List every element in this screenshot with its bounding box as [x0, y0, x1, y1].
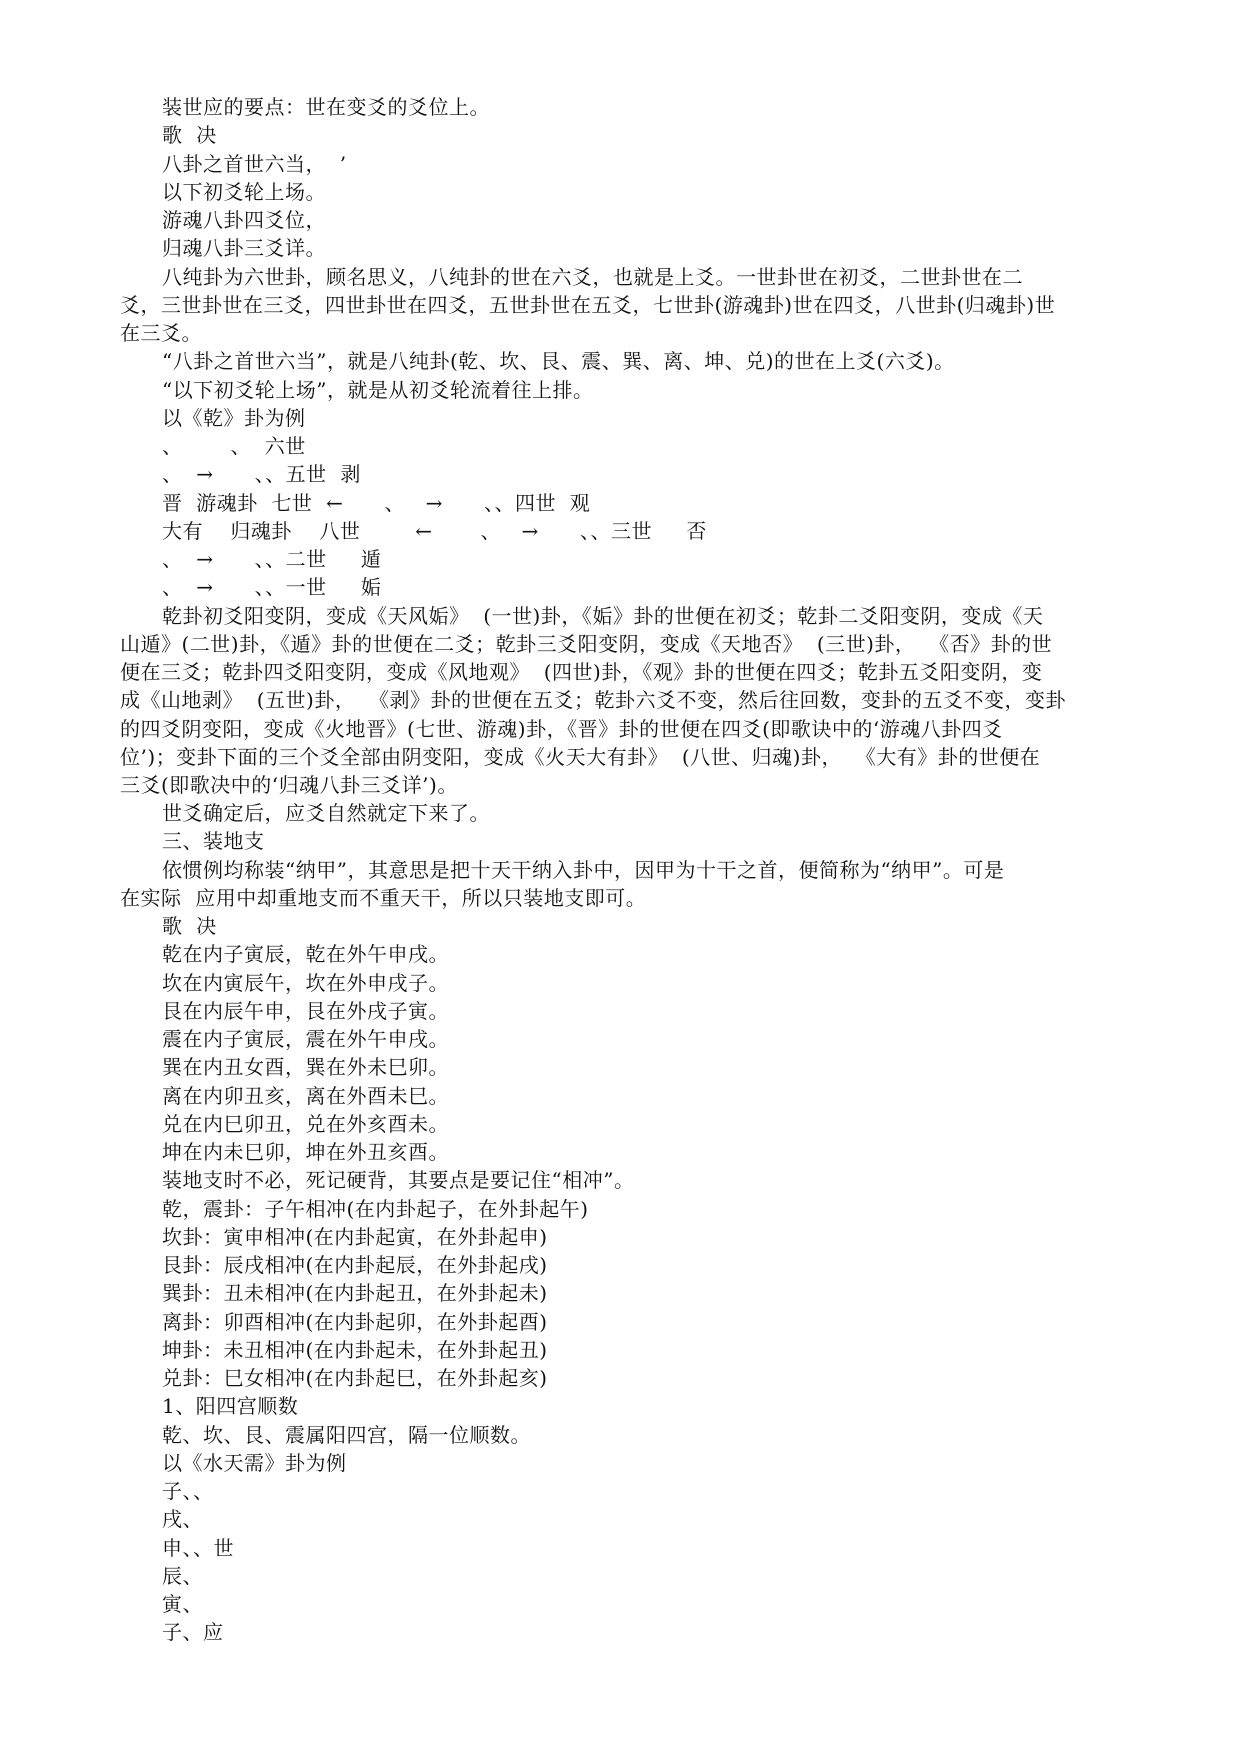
text-line: 以《乾》卦为例 [162, 406, 306, 430]
text-line: 八纯卦为六世卦，顾名思义，八纯卦的世在六爻，也就是上爻。一世卦世在初爻，二世卦世在二 [162, 265, 1023, 289]
text-line: 巽在内丑女酉，巽在外未巳卯。 [162, 1055, 449, 1079]
text-line: 八卦之首世六当， ’ [162, 152, 347, 176]
section-heading: 三、装地支 [162, 829, 265, 853]
text-line: 在三爻。 [120, 321, 202, 345]
text-line: 位’)；变卦下面的三个爻全部由阴变阳，变成《火天大有卦》 (八世、归魂)卦， 《大有》卦的世便在 [120, 745, 1041, 769]
text-line: 乾，震卦：子午相冲(在内卦起子，在外卦起午) [162, 1197, 589, 1221]
text-line: 乾、坎、艮、震属阳四宫，隔一位顺数。 [162, 1423, 531, 1447]
text-line: 、 → 、、一世 姤 [162, 575, 382, 599]
text-line: 世爻确定后，应爻自然就定下来了。 [162, 801, 490, 825]
text-line: 戌、 [162, 1507, 203, 1531]
text-line: 坎在内寅辰午，坎在外申戌子。 [162, 971, 449, 995]
text-line: 坤在内未巳卯，坤在外丑亥酉。 [162, 1140, 449, 1164]
text-line: 便在三爻；乾卦四爻阳变阴，变成《风地观》 (四世)卦，《观》卦的世便在四爻；乾卦五爻阳变阴，变 [120, 660, 1043, 684]
text-line: 歌 决 [162, 123, 217, 147]
text-line: 归魂八卦三爻详。 [162, 236, 326, 260]
text-line: 晋 游魂卦 七世 ← 、 → 、、四世 观 [162, 491, 591, 515]
text-line: 爻，三世卦世在三爻，四世卦世在四爻，五世卦世在五爻，七世卦(游魂卦)世在四爻，八世卦(归魂卦)世 [120, 293, 1056, 317]
text-line: 三爻(即歌决中的‘归魂八卦三爻详’)。 [120, 773, 458, 797]
text-line: 寅、 [162, 1592, 203, 1616]
text-line: 装世应的要点：世在变爻的爻位上。 [162, 95, 490, 119]
text-line: 、 、 六世 [162, 434, 306, 458]
text-line: 以下初爻轮上场。 [162, 180, 326, 204]
text-line: 成《山地剥》 (五世)卦， 《剥》卦的世便在五爻；乾卦六爻不变，然后往回数，变卦的五爻不变，变卦 [120, 688, 1067, 712]
text-line: 子、应 [162, 1620, 224, 1644]
text-line: 艮在内辰午申，艮在外戌子寅。 [162, 999, 449, 1023]
text-line: 、 → 、、二世 遁 [162, 547, 382, 571]
text-line: 、 → 、、五世 剥 [162, 462, 361, 486]
text-line: 离在内卯丑亥，离在外酉未巳。 [162, 1084, 449, 1108]
text-line: 子、、 [162, 1479, 214, 1503]
text-line: 在实际 应用中却重地支而不重天干，所以只装地支即可。 [120, 886, 647, 910]
text-line: 坎卦：寅申相冲(在内卦起寅，在外卦起申) [162, 1225, 548, 1249]
text-line: “八卦之首世六当”，就是八纯卦(乾、坎、艮、震、巽、离、坤、兑)的世在上爻(六爻)。 [162, 349, 955, 373]
text-line: 坤卦：未丑相冲(在内卦起未，在外卦起丑) [162, 1338, 548, 1362]
text-line: 的四爻阴变阳，变成《火地晋》(七世、游魂)卦，《晋》卦的世便在四爻(即歌诀中的‘游魂八卦四爻 [120, 717, 1003, 741]
text-line: 艮卦：辰戌相冲(在内卦起辰，在外卦起戌) [162, 1253, 548, 1277]
text-line: 申、、世 [162, 1536, 234, 1560]
text-line: 震在内子寅辰，震在外午申戌。 [162, 1027, 449, 1051]
text-line: 巽卦：丑未相冲(在内卦起丑，在外卦起未) [162, 1281, 548, 1305]
text-line: 离卦：卯酉相冲(在内卦起卯，在外卦起酉) [162, 1310, 548, 1334]
text-line: 兑在内巳卯丑，兑在外亥酉未。 [162, 1112, 449, 1136]
text-line: 乾卦初爻阳变阴，变成《天风姤》 (一世)卦，《姤》卦的世便在初爻；乾卦二爻阳变阴，变成《天 [162, 604, 1044, 628]
text-line: 山遁》(二世)卦，《遁》卦的世便在二爻；乾卦三爻阳变阴，变成《天地否》 (三世)卦， 《否》卦的世 [120, 632, 1053, 656]
text-line: 乾在内子寅辰，乾在外午申戌。 [162, 942, 449, 966]
text-line: “以下初爻轮上场”，就是从初爻轮流着往上排。 [162, 378, 594, 402]
text-line: 辰、 [162, 1564, 203, 1588]
text-line: 以《水天需》卦为例 [162, 1451, 347, 1475]
text-line: 装地支时不必，死记硬背，其要点是要记住“相冲”。 [162, 1168, 635, 1192]
text-line: 游魂八卦四爻位， [162, 208, 326, 232]
text-line: 1、阳四宫顺数 [162, 1394, 299, 1418]
text-line: 歌 决 [162, 914, 217, 938]
text-line: 兑卦：巳女相冲(在内卦起巳，在外卦起亥) [162, 1366, 548, 1390]
text-line: 依惯例均称装“纳甲”，其意思是把十天干纳入卦中，因甲为十干之首，便简称为“纳甲”。可是 [162, 858, 1005, 882]
text-line: 大有 归魂卦 八世 ← 、 → 、、三世 否 [162, 519, 707, 543]
